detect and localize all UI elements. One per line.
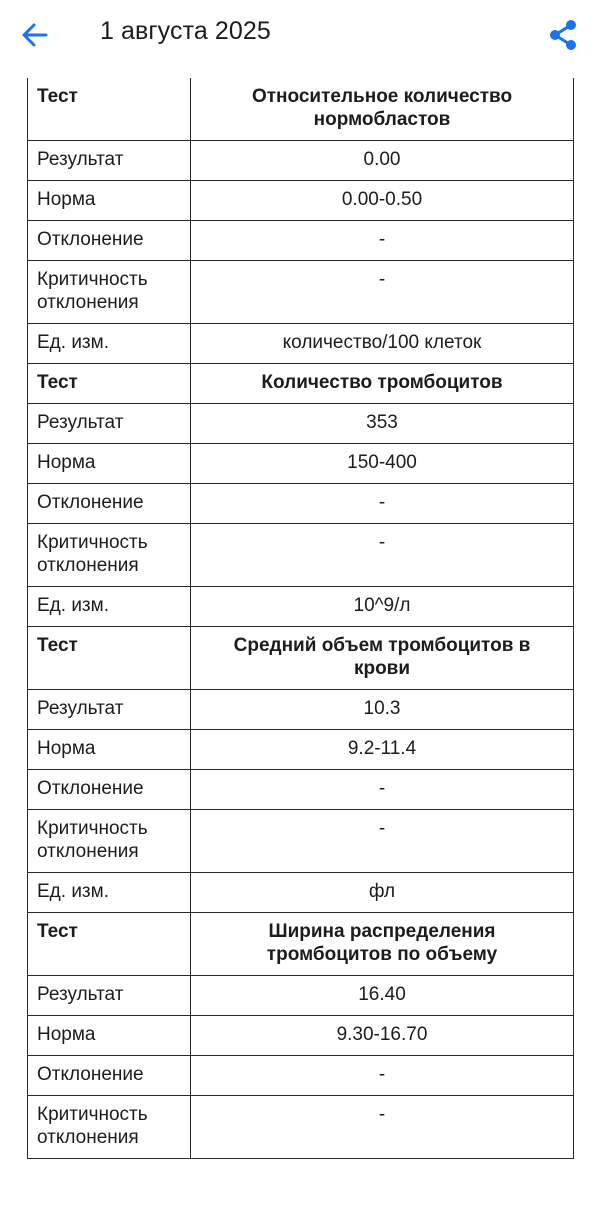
row-label: Ед. изм. [28, 324, 191, 364]
row-label: Критичность отклонения [28, 1096, 191, 1159]
table-row [28, 690, 574, 730]
row-value: - [191, 810, 574, 873]
row-value: - [191, 1056, 574, 1096]
row-label: Тест [28, 364, 191, 404]
row-label: Критичность отклонения [28, 810, 191, 873]
share-icon [548, 19, 578, 51]
row-value: 16.40 [191, 976, 574, 1016]
table-row [28, 221, 574, 261]
results-table [27, 78, 574, 1159]
row-value: 353 [191, 404, 574, 444]
table-row [28, 524, 574, 587]
row-label: Ед. изм. [28, 873, 191, 913]
row-value: 0.00-0.50 [191, 181, 574, 221]
table-row [28, 810, 574, 873]
row-value: 10^9/л [191, 587, 574, 627]
row-value: - [191, 524, 574, 587]
row-label: Ед. изм. [28, 587, 191, 627]
test-header-row [28, 78, 574, 141]
test-header-row [28, 364, 574, 404]
table-row [28, 1096, 574, 1159]
table-row [28, 1056, 574, 1096]
table-row [28, 770, 574, 810]
row-label: Тест [28, 78, 191, 141]
test-name: Средний объем тромбоцитов в крови [191, 627, 574, 690]
row-value: - [191, 484, 574, 524]
table-row [28, 141, 574, 181]
row-value: 150-400 [191, 444, 574, 484]
row-label: Результат [28, 404, 191, 444]
row-value: фл [191, 873, 574, 913]
table-row [28, 404, 574, 444]
table-row [28, 444, 574, 484]
row-value: 9.30-16.70 [191, 1016, 574, 1056]
test-name: Количество тромбоцитов [191, 364, 574, 404]
table-row [28, 261, 574, 324]
back-button[interactable] [18, 18, 52, 52]
row-value: количество/100 клеток [191, 324, 574, 364]
app-bar [0, 0, 600, 72]
table-row [28, 730, 574, 770]
table-row [28, 587, 574, 627]
row-label: Отклонение [28, 484, 191, 524]
row-label: Норма [28, 730, 191, 770]
table-row [28, 324, 574, 364]
page-title: 1 августа 2025 [100, 17, 271, 45]
row-label: Результат [28, 976, 191, 1016]
row-label: Результат [28, 690, 191, 730]
row-label: Норма [28, 1016, 191, 1056]
test-name: Относительное количество нормобластов [191, 78, 574, 141]
row-value: 10.3 [191, 690, 574, 730]
row-label: Критичность отклонения [28, 261, 191, 324]
row-label: Отклонение [28, 1056, 191, 1096]
row-label: Тест [28, 913, 191, 976]
arrow-left-icon [18, 18, 52, 52]
row-value: - [191, 221, 574, 261]
row-label: Отклонение [28, 221, 191, 261]
row-label: Отклонение [28, 770, 191, 810]
results-scroll-area[interactable] [0, 78, 600, 1228]
test-name: Ширина распределения тромбоцитов по объему [191, 913, 574, 976]
table-row [28, 976, 574, 1016]
test-header-row [28, 913, 574, 976]
share-button[interactable] [548, 19, 578, 51]
row-value: 9.2-11.4 [191, 730, 574, 770]
row-value: 0.00 [191, 141, 574, 181]
table-row [28, 873, 574, 913]
row-value: - [191, 1096, 574, 1159]
row-value: - [191, 261, 574, 324]
row-value: - [191, 770, 574, 810]
row-label: Тест [28, 627, 191, 690]
row-label: Критичность отклонения [28, 524, 191, 587]
row-label: Норма [28, 181, 191, 221]
table-row [28, 1016, 574, 1056]
table-row [28, 181, 574, 221]
test-header-row [28, 627, 574, 690]
row-label: Результат [28, 141, 191, 181]
table-row [28, 484, 574, 524]
row-label: Норма [28, 444, 191, 484]
